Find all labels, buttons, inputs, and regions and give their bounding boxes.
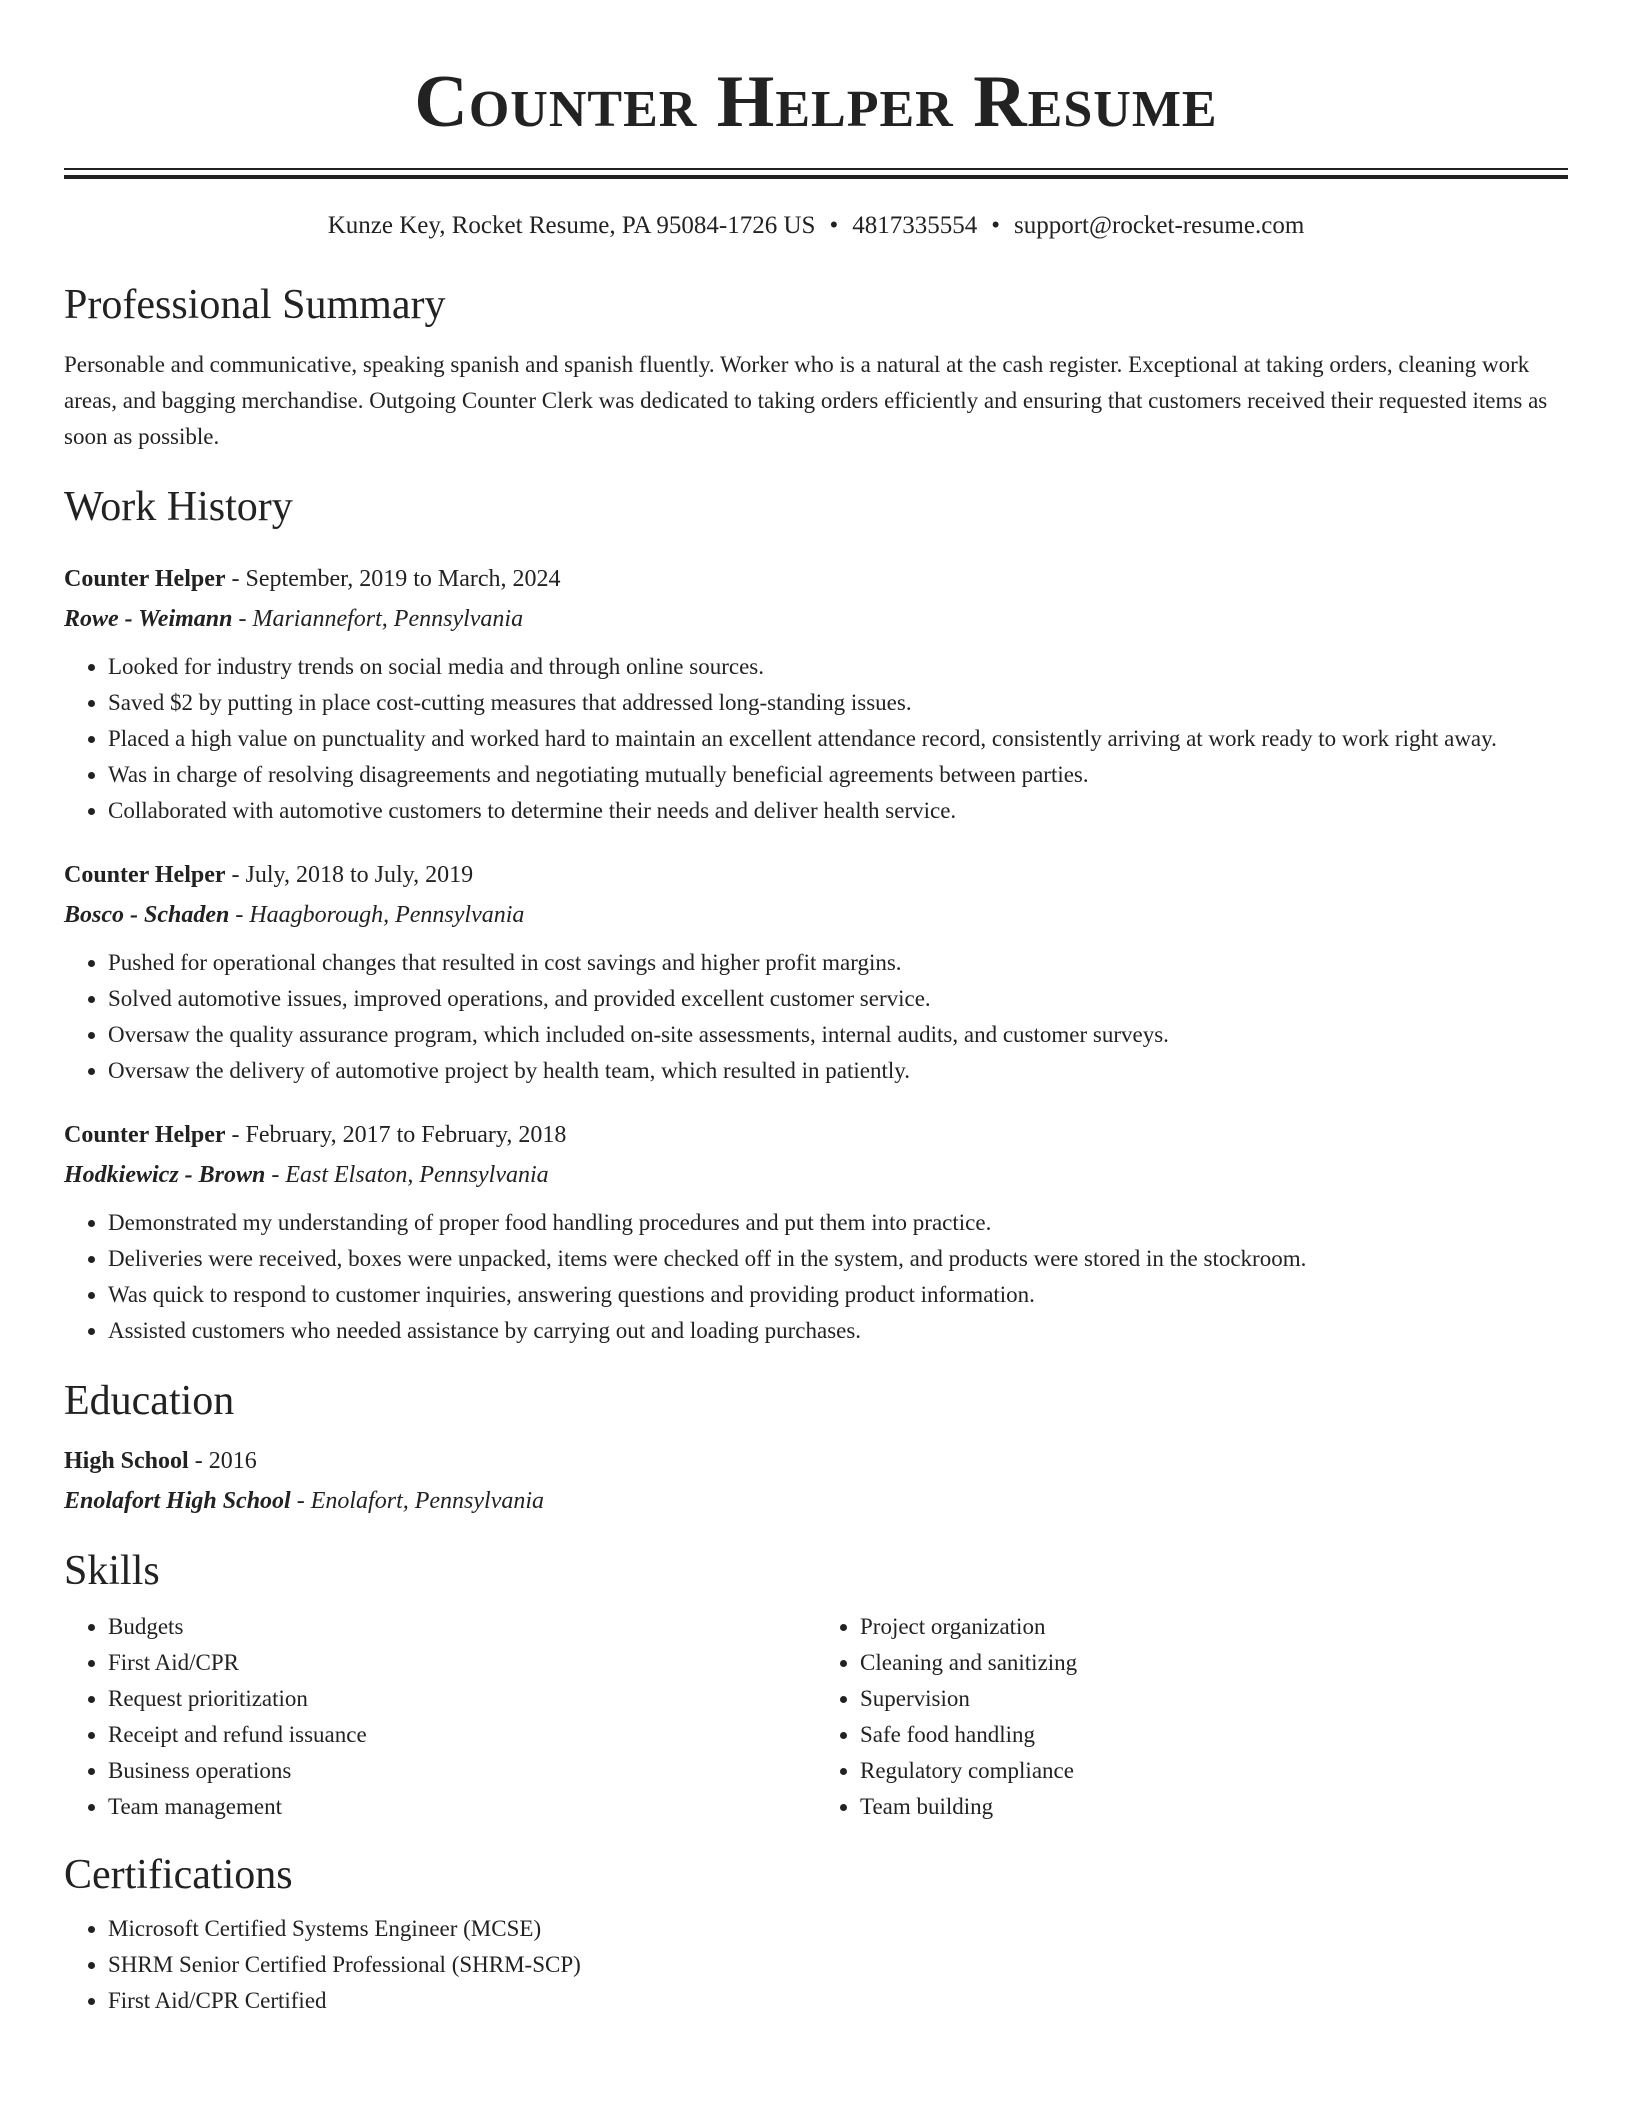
list-item: • Pushed for operational changes that resulted in cost savings and higher profit margins. [108, 945, 1568, 981]
summary-text: Personable and communicative, speaking spanish and spanish fluently. Worker who is a natural at the cash register. Exceptional at taking orders, cleaning work areas, and bagging merchandise. Outgoing Counter Clerk was dedicated to taking orders efficiently and ensuring that customers received their requested items as soon as possible. [64, 352, 1548, 449]
education-entry [64, 1441, 1568, 1521]
list-item: • Cleaning and sanitizing [860, 1645, 1568, 1681]
list-item: • Team building [860, 1789, 1568, 1825]
summary-heading: Professional Summary [64, 282, 446, 328]
job-title: Counter Helper [64, 1122, 226, 1148]
list-item: • Receipt and refund issuance [108, 1717, 816, 1753]
work-history-heading: Work History [64, 484, 293, 530]
list-item: • Collaborated with automotive customers to determine their needs and deliver health service. [108, 793, 1568, 829]
title-divider-thick [64, 175, 1568, 179]
certifications-list [64, 1911, 1568, 2019]
list-item: • Team management [108, 1789, 816, 1825]
title-divider-thin [64, 168, 1568, 170]
page-title: Counter Helper Resume [414, 61, 1218, 143]
list-item: • Oversaw the quality assurance program, which included on-site assessments, internal audits, and customer surveys. [108, 1017, 1568, 1053]
list-item: • Assisted customers who needed assistance by carrying out and loading purchases. [108, 1313, 1568, 1349]
job-org-line [64, 895, 1568, 935]
contact-separator: • [991, 212, 1000, 239]
job-title-line [64, 855, 1568, 895]
list-item: • Was in charge of resolving disagreements and negotiating mutually beneficial agreements between parties. [108, 757, 1568, 793]
job-bullets [64, 1205, 1568, 1349]
list-item: • Microsoft Certified Systems Engineer (MCSE) [108, 1911, 1568, 1947]
list-item: • Regulatory compliance [860, 1753, 1568, 1789]
list-item: • Request prioritization [108, 1681, 816, 1717]
list-item: • Placed a high value on punctuality and worked hard to maintain an excellent attendance record, consistently arriving at work ready to work right away. [108, 721, 1568, 757]
education-school-line [64, 1481, 1568, 1521]
contact-phone: 4817335554 [852, 212, 978, 239]
education-school: Enolafort High School [64, 1488, 291, 1514]
contact-line [64, 209, 1568, 243]
education-degree-line [64, 1441, 1568, 1481]
job-title: Counter Helper [64, 566, 226, 592]
list-item: • Safe food handling [860, 1717, 1568, 1753]
education-year: - 2016 [188, 1448, 257, 1474]
list-item: • Supervision [860, 1681, 1568, 1717]
job-company: Rowe - Weimann [64, 606, 233, 632]
list-item: • First Aid/CPR Certified [108, 1983, 1568, 2019]
job-entry-1 [64, 559, 1568, 829]
job-location: - East Elsaton, Pennsylvania [265, 1162, 549, 1188]
job-org-line [64, 1155, 1568, 1195]
job-bullets [64, 945, 1568, 1089]
education-heading: Education [64, 1378, 235, 1424]
contact-separator: • [829, 212, 839, 239]
contact-email: support@rocket-resume.com [1013, 212, 1305, 239]
job-location: - Mariannefort, Pennsylvania [232, 606, 524, 632]
job-company: Hodkiewicz - Brown [64, 1162, 266, 1188]
job-title: Counter Helper [64, 862, 226, 888]
list-item: • Project organization [860, 1609, 1568, 1645]
skills-right-column [816, 1609, 1568, 1825]
certifications-heading: Certifications [64, 1852, 293, 1898]
list-item: • Deliveries were received, boxes were unpacked, items were checked off in the system, and products were stored in the stockroom. [108, 1241, 1568, 1277]
job-dates: - February, 2017 to February, 2018 [225, 1122, 567, 1148]
job-entry-3 [64, 1115, 1568, 1349]
list-item: • Business operations [108, 1753, 816, 1789]
list-item: • Oversaw the delivery of automotive project by health team, which resulted in patiently. [108, 1053, 1568, 1089]
education-location: - Enolafort, Pennsylvania [290, 1488, 545, 1514]
job-title-line [64, 1115, 1568, 1155]
list-item: • Demonstrated my understanding of proper food handling procedures and put them into practice. [108, 1205, 1568, 1241]
skills-left-column [64, 1609, 816, 1825]
list-item: • Looked for industry trends on social media and through online sources. [108, 649, 1568, 685]
job-title-line [64, 559, 1568, 599]
education-degree: High School [64, 1448, 189, 1474]
skills-columns [64, 1609, 1568, 1825]
list-item: • Was quick to respond to customer inquiries, answering questions and providing product information. [108, 1277, 1568, 1313]
job-dates: - July, 2018 to July, 2019 [225, 862, 474, 888]
job-entry-2 [64, 855, 1568, 1089]
contact-address: Kunze Key, Rocket Resume, PA 95084-1726 US [327, 212, 816, 239]
job-bullets [64, 649, 1568, 829]
skills-heading: Skills [64, 1548, 160, 1594]
list-item: • First Aid/CPR [108, 1645, 816, 1681]
job-location: - Haagborough, Pennsylvania [229, 902, 525, 928]
job-company: Bosco - Schaden [64, 902, 230, 928]
list-item: • Solved automotive issues, improved operations, and provided excellent customer service. [108, 981, 1568, 1017]
job-dates: - September, 2019 to March, 2024 [225, 566, 561, 592]
list-item: • Saved $2 by putting in place cost-cutting measures that addressed long-standing issues. [108, 685, 1568, 721]
list-item: • Budgets [108, 1609, 816, 1645]
list-item: • SHRM Senior Certified Professional (SHRM-SCP) [108, 1947, 1568, 1983]
job-org-line [64, 599, 1568, 639]
